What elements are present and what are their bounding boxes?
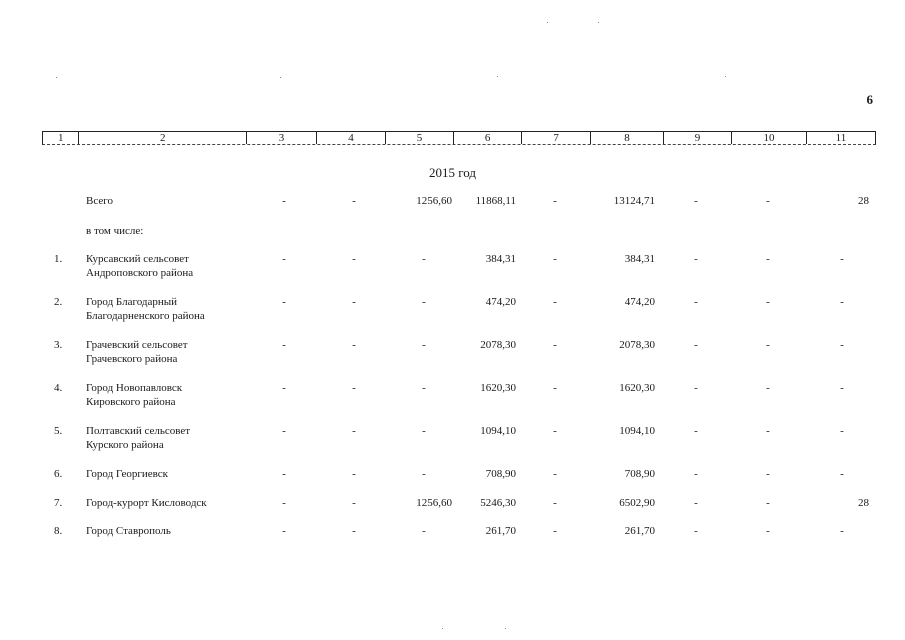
cell-c9: -: [694, 425, 698, 437]
subtotal-label: в том числе:: [86, 225, 144, 237]
cell-c7: -: [553, 525, 557, 537]
cell-c10: -: [766, 425, 770, 437]
cell-c4: -: [352, 425, 356, 437]
cell-c7: -: [553, 296, 557, 308]
cell-c9: -: [694, 525, 698, 537]
row-name-line1: Город Ставрополь: [86, 525, 171, 537]
cell-c6: 474,20: [485, 296, 516, 308]
cell-c8: 1620,30: [619, 382, 655, 394]
cell-c3: -: [282, 468, 286, 480]
cell-c3: -: [282, 339, 286, 351]
scan-speck: [442, 628, 443, 629]
cell-c10: -: [766, 195, 770, 207]
row-name: [86, 524, 256, 538]
row-name: [86, 295, 256, 323]
row-number: 4.: [54, 382, 63, 394]
cell-c6: 261,70: [485, 525, 516, 537]
row-number: 3.: [54, 339, 63, 351]
cell-c10: -: [766, 253, 770, 265]
scan-speck: [505, 628, 506, 629]
row-number: 8.: [54, 525, 63, 537]
column-number: 6: [454, 132, 522, 144]
row-number: 6.: [54, 468, 63, 480]
cell-c5: -: [422, 296, 426, 308]
scan-speck: [280, 77, 281, 78]
cell-c6: 1094,10: [480, 425, 516, 437]
cell-c4: -: [352, 195, 356, 207]
cell-c11: -: [840, 468, 844, 480]
cell-c3: -: [282, 195, 286, 207]
column-number: 7: [522, 132, 591, 144]
cell-c5: 1256,60: [416, 195, 452, 207]
cell-c7: -: [553, 497, 557, 509]
cell-c6: 384,31: [485, 253, 516, 265]
row-name: [86, 424, 256, 452]
cell-c7: -: [553, 468, 557, 480]
cell-c4: -: [352, 497, 356, 509]
row-name: Всего: [86, 195, 113, 207]
scan-speck: [497, 76, 498, 77]
scan-speck: [725, 76, 726, 77]
cell-c5: 1256,60: [416, 497, 452, 509]
cell-c5: -: [422, 468, 426, 480]
cell-c9: -: [694, 253, 698, 265]
row-name-line2: Андроповского района: [86, 267, 194, 279]
cell-c9: -: [694, 339, 698, 351]
cell-c7: -: [553, 382, 557, 394]
row-name-line1: Полтавский сельсовет: [86, 425, 191, 437]
cell-c11: -: [840, 253, 844, 265]
cell-c11: 28: [858, 195, 869, 207]
row-number: 1.: [54, 253, 63, 265]
cell-c11: 28: [858, 497, 869, 509]
cell-c7: -: [553, 253, 557, 265]
row-number: 7.: [54, 497, 63, 509]
cell-c10: -: [766, 339, 770, 351]
page-number: 6: [866, 92, 873, 107]
column-number: 11: [835, 131, 847, 144]
row-name: [86, 381, 256, 409]
cell-c4: -: [352, 382, 356, 394]
row-name-line1: Город Новопавловск: [86, 382, 183, 394]
cell-c11: -: [840, 525, 844, 537]
row-name-line1: Город Георгиевск: [86, 468, 168, 480]
cell-c9: -: [694, 497, 698, 509]
cell-c10: -: [766, 468, 770, 480]
row-number: 5.: [54, 425, 63, 437]
cell-c8: 1094,10: [619, 425, 655, 437]
row-name-line2: Курского района: [86, 439, 164, 451]
row-name-line1: Город Благодарный: [86, 296, 178, 308]
column-number: 8: [591, 132, 664, 144]
cell-c3: -: [282, 296, 286, 308]
row-name-line2: Грачевского района: [86, 353, 178, 365]
row-name: [86, 252, 256, 280]
cell-c11: -: [840, 296, 844, 308]
cell-c5: -: [422, 525, 426, 537]
cell-c5: -: [422, 425, 426, 437]
row-name-line2: Кировского района: [86, 396, 176, 408]
cell-c6: 708,90: [485, 468, 516, 480]
scan-speck: [56, 77, 57, 78]
cell-c8: 13124,71: [613, 195, 655, 207]
cell-c7: -: [553, 195, 557, 207]
cell-c8: 261,70: [624, 525, 655, 537]
cell-c8: 474,20: [624, 296, 655, 308]
cell-c6: 5246,30: [480, 497, 516, 509]
cell-c9: -: [694, 296, 698, 308]
cell-c3: -: [282, 525, 286, 537]
cell-c5: -: [422, 253, 426, 265]
cell-c6: 2078,30: [480, 339, 516, 351]
column-number: 4: [317, 132, 386, 144]
cell-c9: -: [694, 195, 698, 207]
row-number: 2.: [54, 296, 63, 308]
row-name-line1: Город-курорт Кисловодск: [86, 497, 207, 509]
cell-c8: 384,31: [624, 253, 655, 265]
cell-c4: -: [352, 296, 356, 308]
cell-c6: 1620,30: [480, 382, 516, 394]
column-number-header: [42, 131, 876, 145]
cell-c4: -: [352, 468, 356, 480]
cell-c11: -: [840, 425, 844, 437]
column-number: 1: [43, 132, 79, 144]
row-name-line1: Курсавский сельсовет: [86, 253, 189, 265]
row-name-line1: Грачевский сельсовет: [86, 339, 188, 351]
cell-c10: -: [766, 525, 770, 537]
cell-c5: -: [422, 382, 426, 394]
row-name-line2: Благодарненского района: [86, 310, 205, 322]
cell-c4: -: [352, 253, 356, 265]
column-number: 9: [664, 132, 732, 144]
cell-c9: -: [694, 382, 698, 394]
row-name: [86, 338, 256, 366]
row-name: [86, 467, 256, 481]
cell-c7: -: [553, 425, 557, 437]
row-name: [86, 496, 256, 510]
cell-c10: -: [766, 497, 770, 509]
cell-c4: -: [352, 339, 356, 351]
cell-c3: -: [282, 497, 286, 509]
cell-c10: -: [766, 296, 770, 308]
cell-c3: -: [282, 425, 286, 437]
cell-c8: 2078,30: [619, 339, 655, 351]
cell-c10: -: [766, 382, 770, 394]
cell-c11: -: [840, 382, 844, 394]
cell-c4: -: [352, 525, 356, 537]
column-number: 5: [386, 132, 454, 144]
year-heading: 2015 год: [429, 165, 476, 180]
cell-c9: -: [694, 468, 698, 480]
cell-c6: 11868,11: [475, 195, 516, 207]
scan-speck: [598, 22, 599, 23]
cell-c8: 708,90: [624, 468, 655, 480]
cell-c8: 6502,90: [619, 497, 655, 509]
column-number: 2: [79, 132, 247, 144]
scan-speck: [547, 22, 548, 23]
column-number: 3: [247, 132, 317, 144]
cell-c7: -: [553, 339, 557, 351]
cell-c3: -: [282, 382, 286, 394]
cell-c5: -: [422, 339, 426, 351]
column-number: 10: [732, 132, 807, 144]
cell-c3: -: [282, 253, 286, 265]
cell-c11: -: [840, 339, 844, 351]
